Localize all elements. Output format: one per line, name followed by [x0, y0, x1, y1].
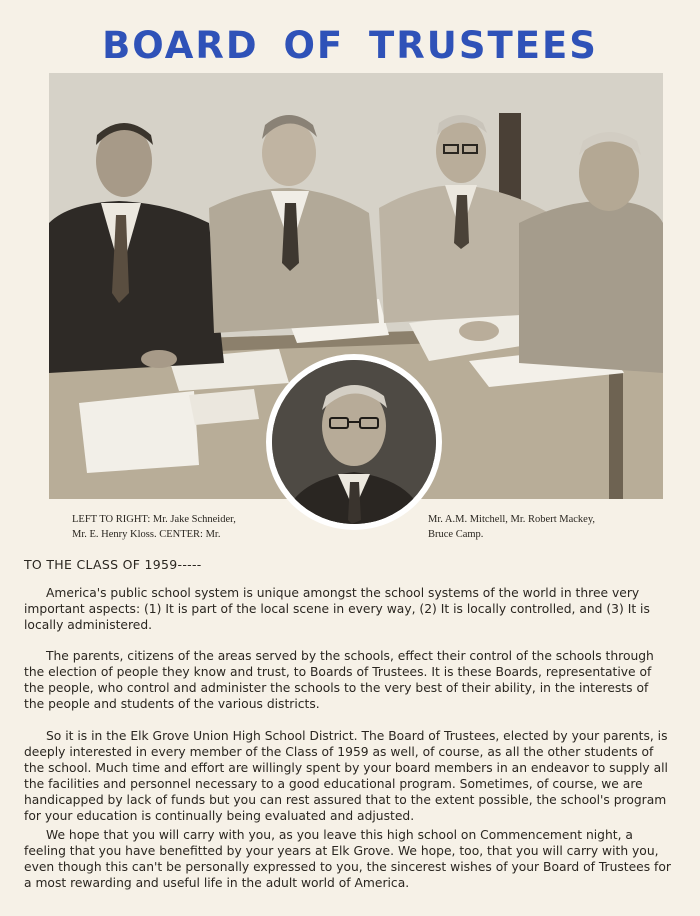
- caption-left-line2: Mr. E. Henry Kloss. CENTER: Mr.: [72, 529, 221, 540]
- inset-portrait: [266, 354, 442, 530]
- caption-right-line2: Bruce Camp.: [428, 529, 484, 540]
- letter-salutation: TO THE CLASS OF 1959-----: [24, 557, 202, 572]
- page-title: BOARD OF TRUSTEES: [102, 24, 598, 67]
- letter-paragraph-4: We hope that you will carry with you, as you leave this high school on Commencement night, a feeling that you have benefitted by your years at Elk Grove. We hope, too, that you will carry with you, even though this can't be personally expressed to you, the sincerest wishes of your Board of Trustees for a most rewarding and useful life in the adult world of America.: [24, 828, 671, 890]
- letter-paragraph-1: America's public school system is unique amongst the school systems of the world in three very important aspects: (1) It is part of the local scene in every way, (2) It is locally controlled, and (3) It is locally administered.: [24, 586, 650, 632]
- photo-caption-left: [72, 512, 236, 542]
- letter-paragraph-3: So it is in the Elk Grove Union High School District. The Board of Trustees, elected by your parents, is deeply interested in every member of the Class of 1959 as well, of course, as all the other students of the school. Much time and effort are willingly spent by your board members in an endeavor to supply all the facilities and personnel necessary to a good educational program. Sometimes, of course, we are handicapped by lack of funds but you can rest assured that to the extent possible, the school's program for your education is continually being evaluated and adjusted.: [24, 729, 668, 823]
- letter-paragraph-2: The parents, citizens of the areas served by the schools, effect their control of the schools through the election of people they know and trust, to Boards of Trustees. It is these Boards, representative of the people, who control and administer the schools to the very best of their ability, in the interests of the people and students of the various districts.: [24, 649, 654, 711]
- caption-right-line1: Mr. A.M. Mitchell, Mr. Robert Mackey,: [428, 514, 596, 525]
- caption-left-line1: LEFT TO RIGHT: Mr. Jake Schneider,: [72, 514, 236, 525]
- photo-caption-right: [428, 512, 595, 542]
